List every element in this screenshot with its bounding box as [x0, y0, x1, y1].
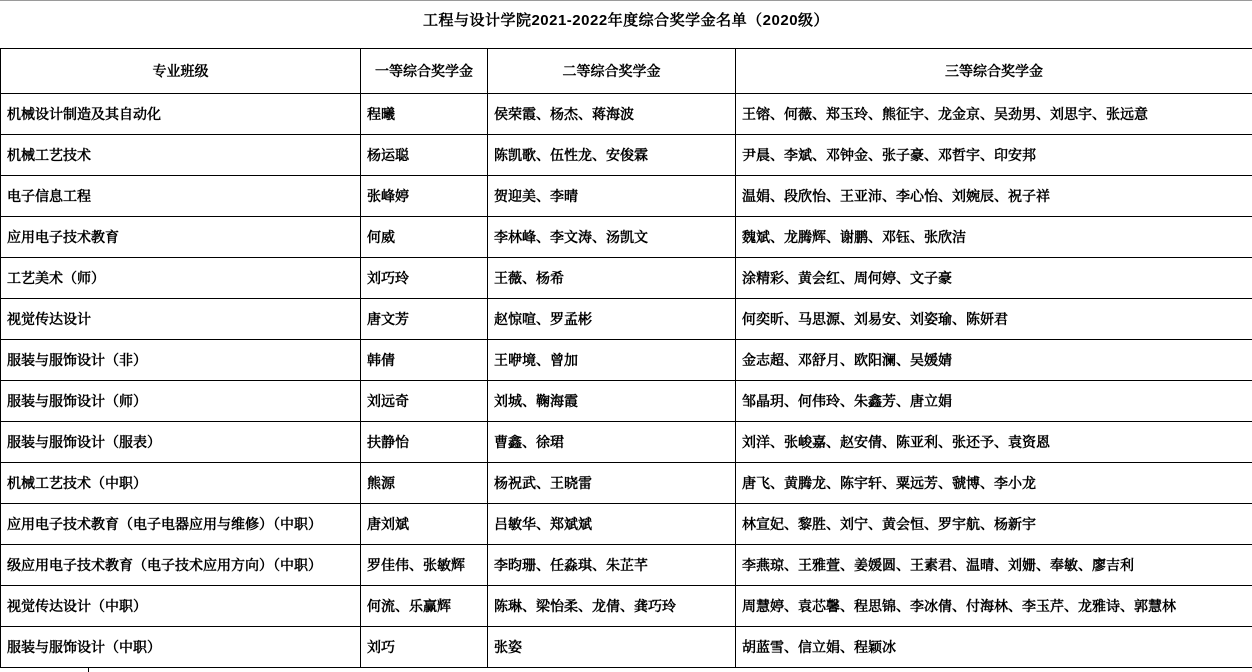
table-row	[1, 176, 1252, 217]
second-prize-cell: 贺迎美、李晴	[488, 176, 736, 217]
first-prize-cell: 唐文芳	[361, 299, 488, 340]
table-row	[1, 627, 1252, 668]
second-prize-cell: 杨祝武、王晓雷	[488, 463, 736, 504]
partial-next-row	[0, 668, 1252, 672]
third-prize-cell: 刘洋、张峻嘉、赵安倩、陈亚利、张还予、袁资恩	[736, 422, 1252, 463]
title-bar	[0, 1, 1252, 48]
first-prize-cell: 唐刘斌	[361, 504, 488, 545]
first-prize-cell: 刘远奇	[361, 381, 488, 422]
major-cell: 级应用电子技术教育（电子技术应用方向）（中职）	[1, 545, 361, 586]
first-prize-cell: 扶静怡	[361, 422, 488, 463]
first-prize-cell: 何流、乐赢辉	[361, 586, 488, 627]
scholarship-table	[0, 48, 1252, 668]
first-prize-cell: 韩倩	[361, 340, 488, 381]
second-prize-cell: 陈凯歌、伍性龙、安俊霖	[488, 135, 736, 176]
major-cell: 服装与服饰设计（师）	[1, 381, 361, 422]
page-title: 工程与设计学院2021-2022年度综合奖学金名单（2020级）	[422, 12, 830, 29]
third-prize-cell: 李燕琼、王雅萱、姜媛圆、王素君、温晴、刘姗、奉敏、廖吉利	[736, 545, 1252, 586]
major-cell: 工艺美术（师）	[1, 258, 361, 299]
second-prize-cell: 王咿境、曾加	[488, 340, 736, 381]
first-prize-cell: 罗佳伟、张敏辉	[361, 545, 488, 586]
third-prize-cell: 何奕昕、马思源、刘易安、刘姿瑜、陈妍君	[736, 299, 1252, 340]
table-body	[1, 94, 1252, 668]
header-row	[1, 49, 1252, 94]
third-prize-cell: 胡蓝雪、信立娟、程颖冰	[736, 627, 1252, 668]
third-prize-cell: 魏斌、龙腾辉、谢鹏、邓钰、张欣洁	[736, 217, 1252, 258]
second-prize-cell: 王薇、杨希	[488, 258, 736, 299]
major-cell: 服装与服饰设计（非）	[1, 340, 361, 381]
second-prize-cell: 吕敏华、郑斌斌	[488, 504, 736, 545]
major-cell: 视觉传达设计（中职）	[1, 586, 361, 627]
grid-stub-line	[88, 668, 89, 672]
header-second-prize: 二等综合奖学金	[488, 49, 736, 94]
table-row	[1, 504, 1252, 545]
second-prize-cell: 李林峰、李文涛、汤凯文	[488, 217, 736, 258]
second-prize-cell: 赵惊喧、罗孟彬	[488, 299, 736, 340]
table-row	[1, 299, 1252, 340]
table-row	[1, 217, 1252, 258]
third-prize-cell: 周慧婷、袁芯馨、程思锦、李冰倩、付海林、李玉芹、龙雅诗、郭慧林	[736, 586, 1252, 627]
second-prize-cell: 曹鑫、徐珺	[488, 422, 736, 463]
first-prize-cell: 熊源	[361, 463, 488, 504]
third-prize-cell: 唐飞、黄腾龙、陈宇轩、粟远芳、虢博、李小龙	[736, 463, 1252, 504]
major-cell: 应用电子技术教育（电子电器应用与维修）（中职）	[1, 504, 361, 545]
table-header	[1, 49, 1252, 94]
table-row	[1, 135, 1252, 176]
second-prize-cell: 侯荣霞、杨杰、蒋海波	[488, 94, 736, 135]
header-major: 专业班级	[1, 49, 361, 94]
table-row	[1, 340, 1252, 381]
first-prize-cell: 何威	[361, 217, 488, 258]
third-prize-cell: 涂精彩、黄会红、周何婷、文子豪	[736, 258, 1252, 299]
third-prize-cell: 王镕、何薇、郑玉玲、熊征宇、龙金京、吴劲男、刘思宇、张远意	[736, 94, 1252, 135]
third-prize-cell: 尹晨、李斌、邓钟金、张子豪、邓哲宇、印安邦	[736, 135, 1252, 176]
first-prize-cell: 刘巧玲	[361, 258, 488, 299]
table-row	[1, 381, 1252, 422]
first-prize-cell: 张峰婷	[361, 176, 488, 217]
major-cell: 视觉传达设计	[1, 299, 361, 340]
header-first-prize: 一等综合奖学金	[361, 49, 488, 94]
major-cell: 服装与服饰设计（中职）	[1, 627, 361, 668]
second-prize-cell: 陈琳、梁怡柔、龙倩、龚巧玲	[488, 586, 736, 627]
table-row	[1, 545, 1252, 586]
third-prize-cell: 温娟、段欣怡、王亚沛、李心怡、刘婉辰、祝子祥	[736, 176, 1252, 217]
table-row	[1, 258, 1252, 299]
third-prize-cell: 金志超、邓舒月、欧阳澜、吴媛婧	[736, 340, 1252, 381]
major-cell: 机械工艺技术	[1, 135, 361, 176]
first-prize-cell: 刘巧	[361, 627, 488, 668]
table-row	[1, 94, 1252, 135]
second-prize-cell: 刘城、鞠海霞	[488, 381, 736, 422]
major-cell: 机械工艺技术（中职）	[1, 463, 361, 504]
header-third-prize: 三等综合奖学金	[736, 49, 1252, 94]
major-cell: 应用电子技术教育	[1, 217, 361, 258]
first-prize-cell: 杨运聪	[361, 135, 488, 176]
major-cell: 电子信息工程	[1, 176, 361, 217]
major-cell: 服装与服饰设计（服表）	[1, 422, 361, 463]
second-prize-cell: 张姿	[488, 627, 736, 668]
table-row	[1, 463, 1252, 504]
first-prize-cell: 程曦	[361, 94, 488, 135]
table-row	[1, 586, 1252, 627]
major-cell: 机械设计制造及其自动化	[1, 94, 361, 135]
table-row	[1, 422, 1252, 463]
second-prize-cell: 李昀珊、任淼琪、朱芷芊	[488, 545, 736, 586]
third-prize-cell: 邹晶玥、何伟玲、朱鑫芳、唐立娟	[736, 381, 1252, 422]
third-prize-cell: 林宣妃、黎胜、刘宁、黄会恒、罗宇航、杨新宇	[736, 504, 1252, 545]
